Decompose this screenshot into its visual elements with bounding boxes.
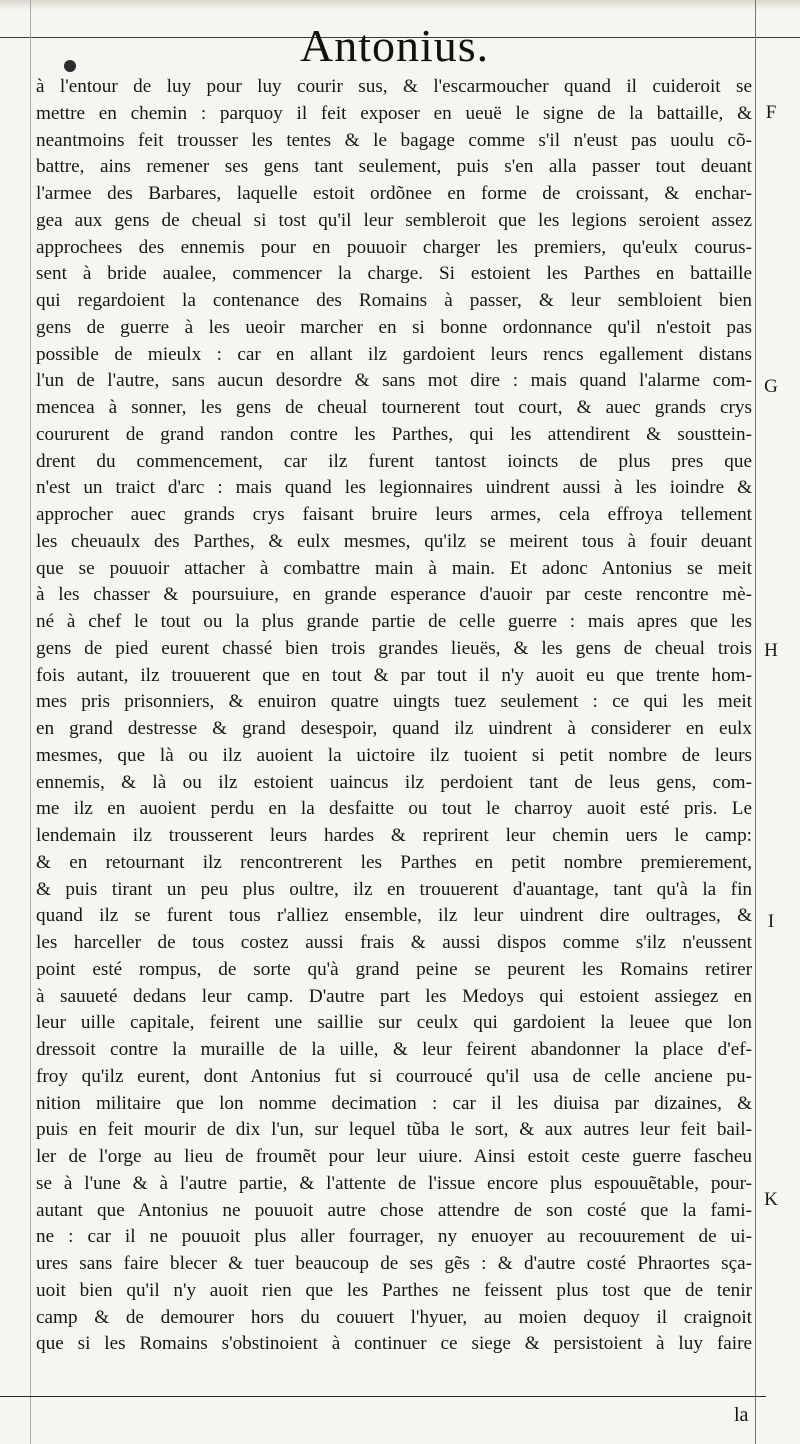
text-line: neantmoins feit trousser les tentes & le bagage comme s'il n'eust pas uoulu cõ- [36, 129, 752, 151]
right-margin-line [755, 0, 756, 1444]
text-line: se à l'une & à l'autre partie, & l'attente de l'issue encore plus espouuẽtable, pour- [36, 1172, 752, 1194]
text-line: qui regardoient la contenance des Romains à passer, & leur sembloient bien [36, 290, 752, 311]
text-line: battre, ains remener ses gens tant seulement, puis s'en alla passer tout deuant [36, 156, 752, 178]
text-line: à l'entour de luy pour luy courir sus, & l'escarmoucher quand il cuideroit se [36, 76, 752, 97]
text-line: camp & de demourer hors du couuert l'hyuer, au moien dequoy il craignoit [36, 1306, 752, 1328]
text-line: gens de pied eurent chassé bien trois grandes lieuës, & les gens de cheual trois [36, 637, 752, 659]
text-line: les cheuaulx des Parthes, & eulx mesmes, qu'ilz se meirent tous à fouir deuant [36, 530, 752, 552]
text-line: que si les Romains s'obstinoient à continuer ce siege & persistoient à luy faire [36, 1333, 752, 1355]
text-line: dressoit contre la muraille de la uille, & leur feirent abandonner la place d'ef- [36, 1039, 752, 1060]
text-line: me ilz en auoient perdu en la desfaitte ou tout le charroy auoit esté pris. Le [36, 798, 752, 820]
ink-blot [64, 60, 76, 72]
text-line: ennemis, & là ou ilz estoient uaincus ilz perdoient tant de leus gens, com- [36, 771, 752, 793]
text-line: n'est un traict d'arc : mais quand les legionnaires uindrent aussi à les ioindre & [36, 477, 752, 499]
text-line: leur uille capitale, feirent une saillie sur ceulx qui gardoient la leuee que lon [36, 1012, 752, 1034]
text-line: quand ilz se furent tous r'alliez ensemble, ilz leur uindrent dire oultrages, & [36, 905, 752, 927]
footer-rule [0, 1396, 766, 1397]
text-line: mes pris prisonniers, & enuiron quatre uingts tuez seulement : ce qui les meit [36, 691, 752, 713]
text-line: né à chef le tout ou la plus grande partie de celle guerre : mais apres que les [36, 611, 752, 632]
text-line: approchees des ennemis pour en pouuoir charger les premiers, qu'eulx courus- [36, 236, 752, 258]
text-line: fois autant, ilz trouuerent que en tout & par tout il n'y auoit eu que trente hom- [36, 664, 752, 686]
text-line: mesmes, que là ou ilz auoient la uictoire ilz tuoient si petit nombre de leurs [36, 744, 752, 766]
text-line: sent à bride aualee, commencer la charge. Si estoient les Parthes en battaille [36, 263, 752, 285]
text-line: autant que Antonius ne pouuoit autre chose attendre de son costé que la fami- [36, 1199, 752, 1221]
margin-letter-i: I [767, 911, 775, 932]
text-line: uoit bien qu'il n'y auoit rien que les Parthes ne feissent plus tost que de tenir [36, 1279, 752, 1301]
text-line: les harceller de tous costez aussi frais & aussi dispos comme s'ilz n'eussent [36, 932, 752, 953]
text-line: que se pouuoir attacher à combattre main à main. Et adonc Antonius se meit [36, 557, 752, 579]
running-head: Antonius. [300, 20, 490, 71]
text-line: point esté rompus, de sorte qu'à grand peine se peurent les Romains retirer [36, 958, 752, 980]
body-text [36, 74, 752, 1358]
text-line: puis en feit mourir de dix l'un, sur lequel tũba le sort, & aux autres leur feit bail- [36, 1119, 752, 1141]
text-line: ler de l'orge au lieu de froumẽt pour leur uiure. Ainsi estoit ceste guerre fascheu [36, 1146, 752, 1167]
text-line: à les chasser & poursuiure, en grande esperance d'auoir par ceste rencontre mè- [36, 584, 752, 606]
text-line: mettre en chemin : parquoy il feit exposer en ueuë le signe de la battaille, & [36, 102, 752, 124]
text-line: en grand destresse & grand desespoir, quand ilz uindrent à considerer en eulx [36, 718, 752, 739]
text-line: possible de mieulx : car en allant ilz gardoient leurs rencs egallement distans [36, 343, 752, 365]
margin-letter-k: K [764, 1189, 778, 1210]
margin-letter-g: G [764, 376, 778, 397]
text-line: coururent de grand randon contre les Parthes, qui les attendirent & sousttein- [36, 423, 752, 445]
text-line: approcher auec grands crys faisant bruire leurs armes, cela effroya tellement [36, 504, 752, 525]
text-line: & puis tirant un peu plus oultre, ilz en trouuerent d'auantage, tant qu'à la fin [36, 878, 752, 900]
text-line: lendemain ilz trousserent leurs hardes & reprirent leur chemin uers le camp: [36, 825, 752, 846]
text-line: & en retournant ilz rencontrerent les Parthes en petit nombre premierement, [36, 851, 752, 873]
text-line: gea aux gens de cheual si tost qu'il leur sembleroit que les legions seroient assez [36, 209, 752, 231]
text-line: à sauueté dedans leur camp. D'autre part les Medoys qui estoient assiegez en [36, 985, 752, 1007]
text-line: nition militaire que lon nomme decimation : car il les diuisa par dizaines, & [36, 1092, 752, 1114]
text-line: drent du commencement, car ilz furent tantost ioincts de plus pres que [36, 450, 752, 472]
text-line: gens de guerre à les ueoir marcher en si bonne ordonnance qu'il n'estoit pas [36, 316, 752, 338]
margin-letter-f: F [765, 102, 777, 123]
text-line: mencea à sonner, les gens de cheual tournerent tout court, & auec grands crys [36, 397, 752, 418]
page-top-edge [0, 0, 800, 10]
text-line: ures sans faire blecer & tuer beaucoup de ses gẽs : & d'autre costé Phraortes sça- [36, 1253, 752, 1274]
text-line: l'un de l'autre, sans aucun desordre & sans mot dire : mais quand l'alarme com- [36, 370, 752, 392]
left-margin-line [30, 0, 31, 1444]
catchword: la [734, 1404, 749, 1426]
margin-letter-h: H [764, 640, 778, 661]
text-line: froy qu'ilz eurent, dont Antonius fut si courroucé qu'il usa de celle anciene pu- [36, 1065, 752, 1087]
text-line: ne : car il ne pouuoit plus aller fourrager, ny enuoyer au recouurement de ui- [36, 1226, 752, 1248]
text-line: l'armee des Barbares, laquelle estoit ordõnee en forme de croissant, & enchar- [36, 183, 752, 204]
